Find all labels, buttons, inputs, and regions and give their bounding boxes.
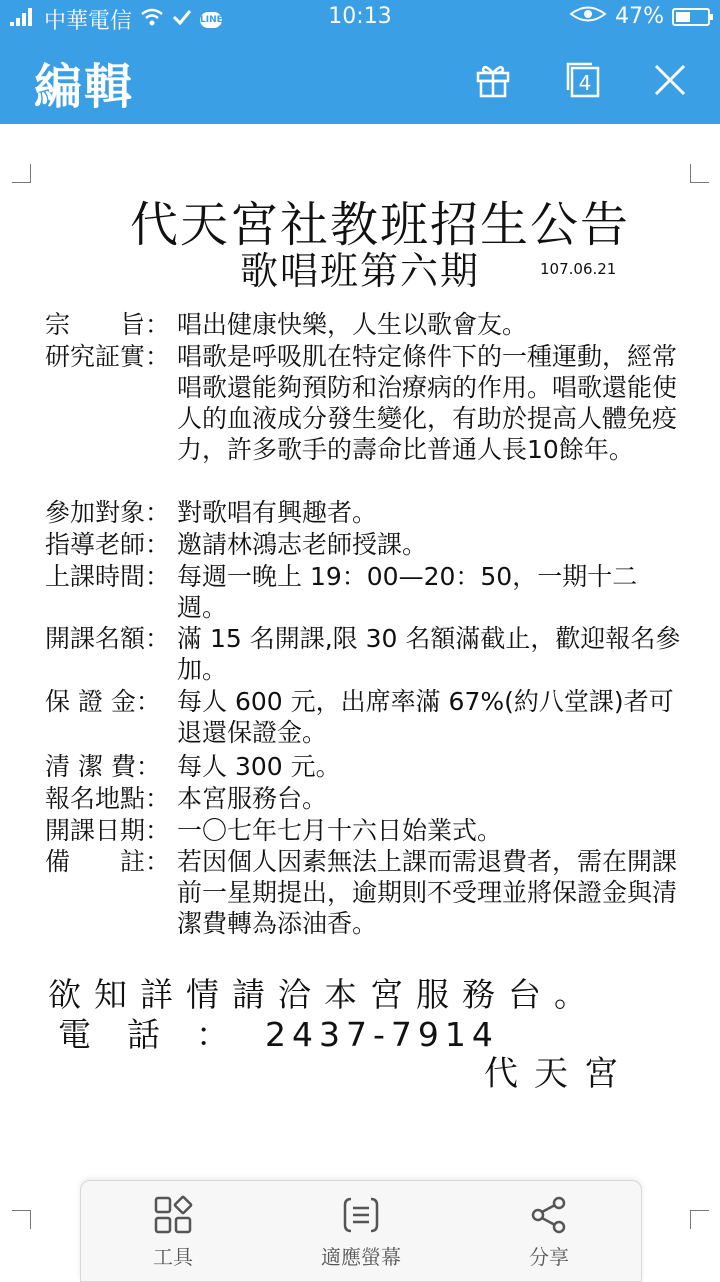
contact-line: 欲知詳情請洽本宮服務台。	[48, 975, 600, 1014]
close-button[interactable]	[644, 54, 696, 106]
info-value: 對歌唱有興趣者。	[177, 498, 378, 527]
info-label: 備 註：	[45, 847, 171, 876]
bottom-toolbar	[80, 1180, 642, 1282]
info-row-teacher	[45, 529, 687, 560]
info-label: 指導老師：	[45, 530, 171, 559]
phone-label: 電話：	[58, 1015, 265, 1054]
info-value: 本宮服務台。	[177, 784, 328, 813]
battery-icon	[672, 8, 710, 26]
gift-button[interactable]	[467, 54, 519, 106]
crop-mark-top-right	[690, 164, 709, 183]
page-title: 編輯	[34, 59, 135, 115]
info-value: 滿 15 名開課,限 30 名額滿截止，歡迎報名參加。	[177, 624, 681, 684]
fit-screen-button[interactable]	[291, 1195, 431, 1270]
tools-label: 工具	[153, 1245, 193, 1269]
info-value: 若因個人因素無法上課而需退費者，需在開課前一星期提出，逾期則不受理並將保證金與清潔費轉為添油香。	[177, 847, 678, 938]
tools-icon	[153, 1195, 193, 1235]
info-value: 每人 300 元。	[177, 752, 341, 781]
crop-mark-bottom-left	[12, 1210, 31, 1229]
info-row-quota	[45, 623, 687, 685]
info-label: 開課名額：	[45, 624, 171, 653]
status-bar	[0, 0, 720, 36]
status-time: 10:13	[328, 4, 392, 29]
crop-mark-top-left	[12, 164, 31, 183]
line-app-icon: LINE	[200, 12, 222, 28]
info-label: 上課時間：	[45, 562, 171, 591]
info-row-start-date	[45, 815, 687, 846]
info-label: 參加對象：	[45, 498, 171, 527]
document-subtitle: 歌唱班第六期	[240, 249, 481, 293]
phone-line	[58, 1009, 499, 1056]
crop-mark-bottom-right	[690, 1210, 709, 1229]
info-row-purpose	[45, 309, 687, 340]
info-row-schedule	[45, 561, 687, 623]
pages-count: 4	[578, 71, 592, 95]
eye-comfort-icon	[569, 4, 607, 29]
info-label: 報名地點：	[45, 784, 171, 813]
carrier-name: 中華電信	[44, 9, 133, 34]
info-label: 保 證 金：	[45, 687, 161, 716]
info-value: 邀請林鴻志老師授課。	[177, 530, 428, 559]
app-bar	[0, 36, 720, 124]
info-row-audience	[45, 497, 687, 528]
info-value: 每人 600 元，出席率滿 67%(約八堂課)者可退還保證金。	[177, 687, 674, 747]
info-label: 開課日期：	[45, 816, 171, 845]
pages-icon	[562, 60, 602, 100]
info-value: 每週一晚上 19：00—20：50，一期十二週。	[177, 562, 638, 622]
info-row-signup-location	[45, 783, 687, 814]
info-value: 唱出健康快樂，人生以歌會友。	[177, 310, 528, 339]
fit-screen-label: 適應螢幕	[321, 1245, 401, 1269]
close-icon	[652, 62, 688, 98]
info-row-deposit	[45, 686, 687, 748]
info-label: 宗 旨：	[45, 310, 171, 339]
share-label: 分享	[529, 1245, 569, 1269]
document-page[interactable]	[0, 124, 720, 1280]
info-row-remarks	[45, 846, 687, 939]
pages-button[interactable]	[556, 54, 608, 106]
share-button[interactable]	[479, 1195, 619, 1270]
fit-screen-icon	[341, 1195, 381, 1235]
document-date: 107.06.21	[540, 260, 617, 278]
info-label: 清 潔 費：	[45, 752, 161, 781]
gift-icon	[474, 61, 512, 99]
info-row-cleaning-fee	[45, 751, 687, 782]
document-title: 代天宮社教班招生公告	[129, 197, 630, 253]
info-value: 唱歌是呼吸肌在特定條件下的一種運動，經常唱歌還能夠預防和治療病的作用。唱歌還能使人的血液成分發生變化，有助於提高人體免疫力，許多歌手的壽命比普通人長10餘年。	[177, 342, 678, 464]
status-right	[569, 4, 710, 29]
signer: 代天宮	[484, 1054, 634, 1094]
info-value: 一〇七年七月十六日始業式。	[177, 816, 503, 845]
battery-fill	[676, 12, 690, 22]
info-row-research	[45, 341, 687, 465]
phone-number: 2437-7914	[265, 1015, 499, 1054]
battery-percent: 47%	[615, 4, 664, 29]
share-icon	[529, 1195, 569, 1235]
tools-button[interactable]	[103, 1195, 243, 1270]
info-label: 研究証實：	[45, 342, 171, 371]
